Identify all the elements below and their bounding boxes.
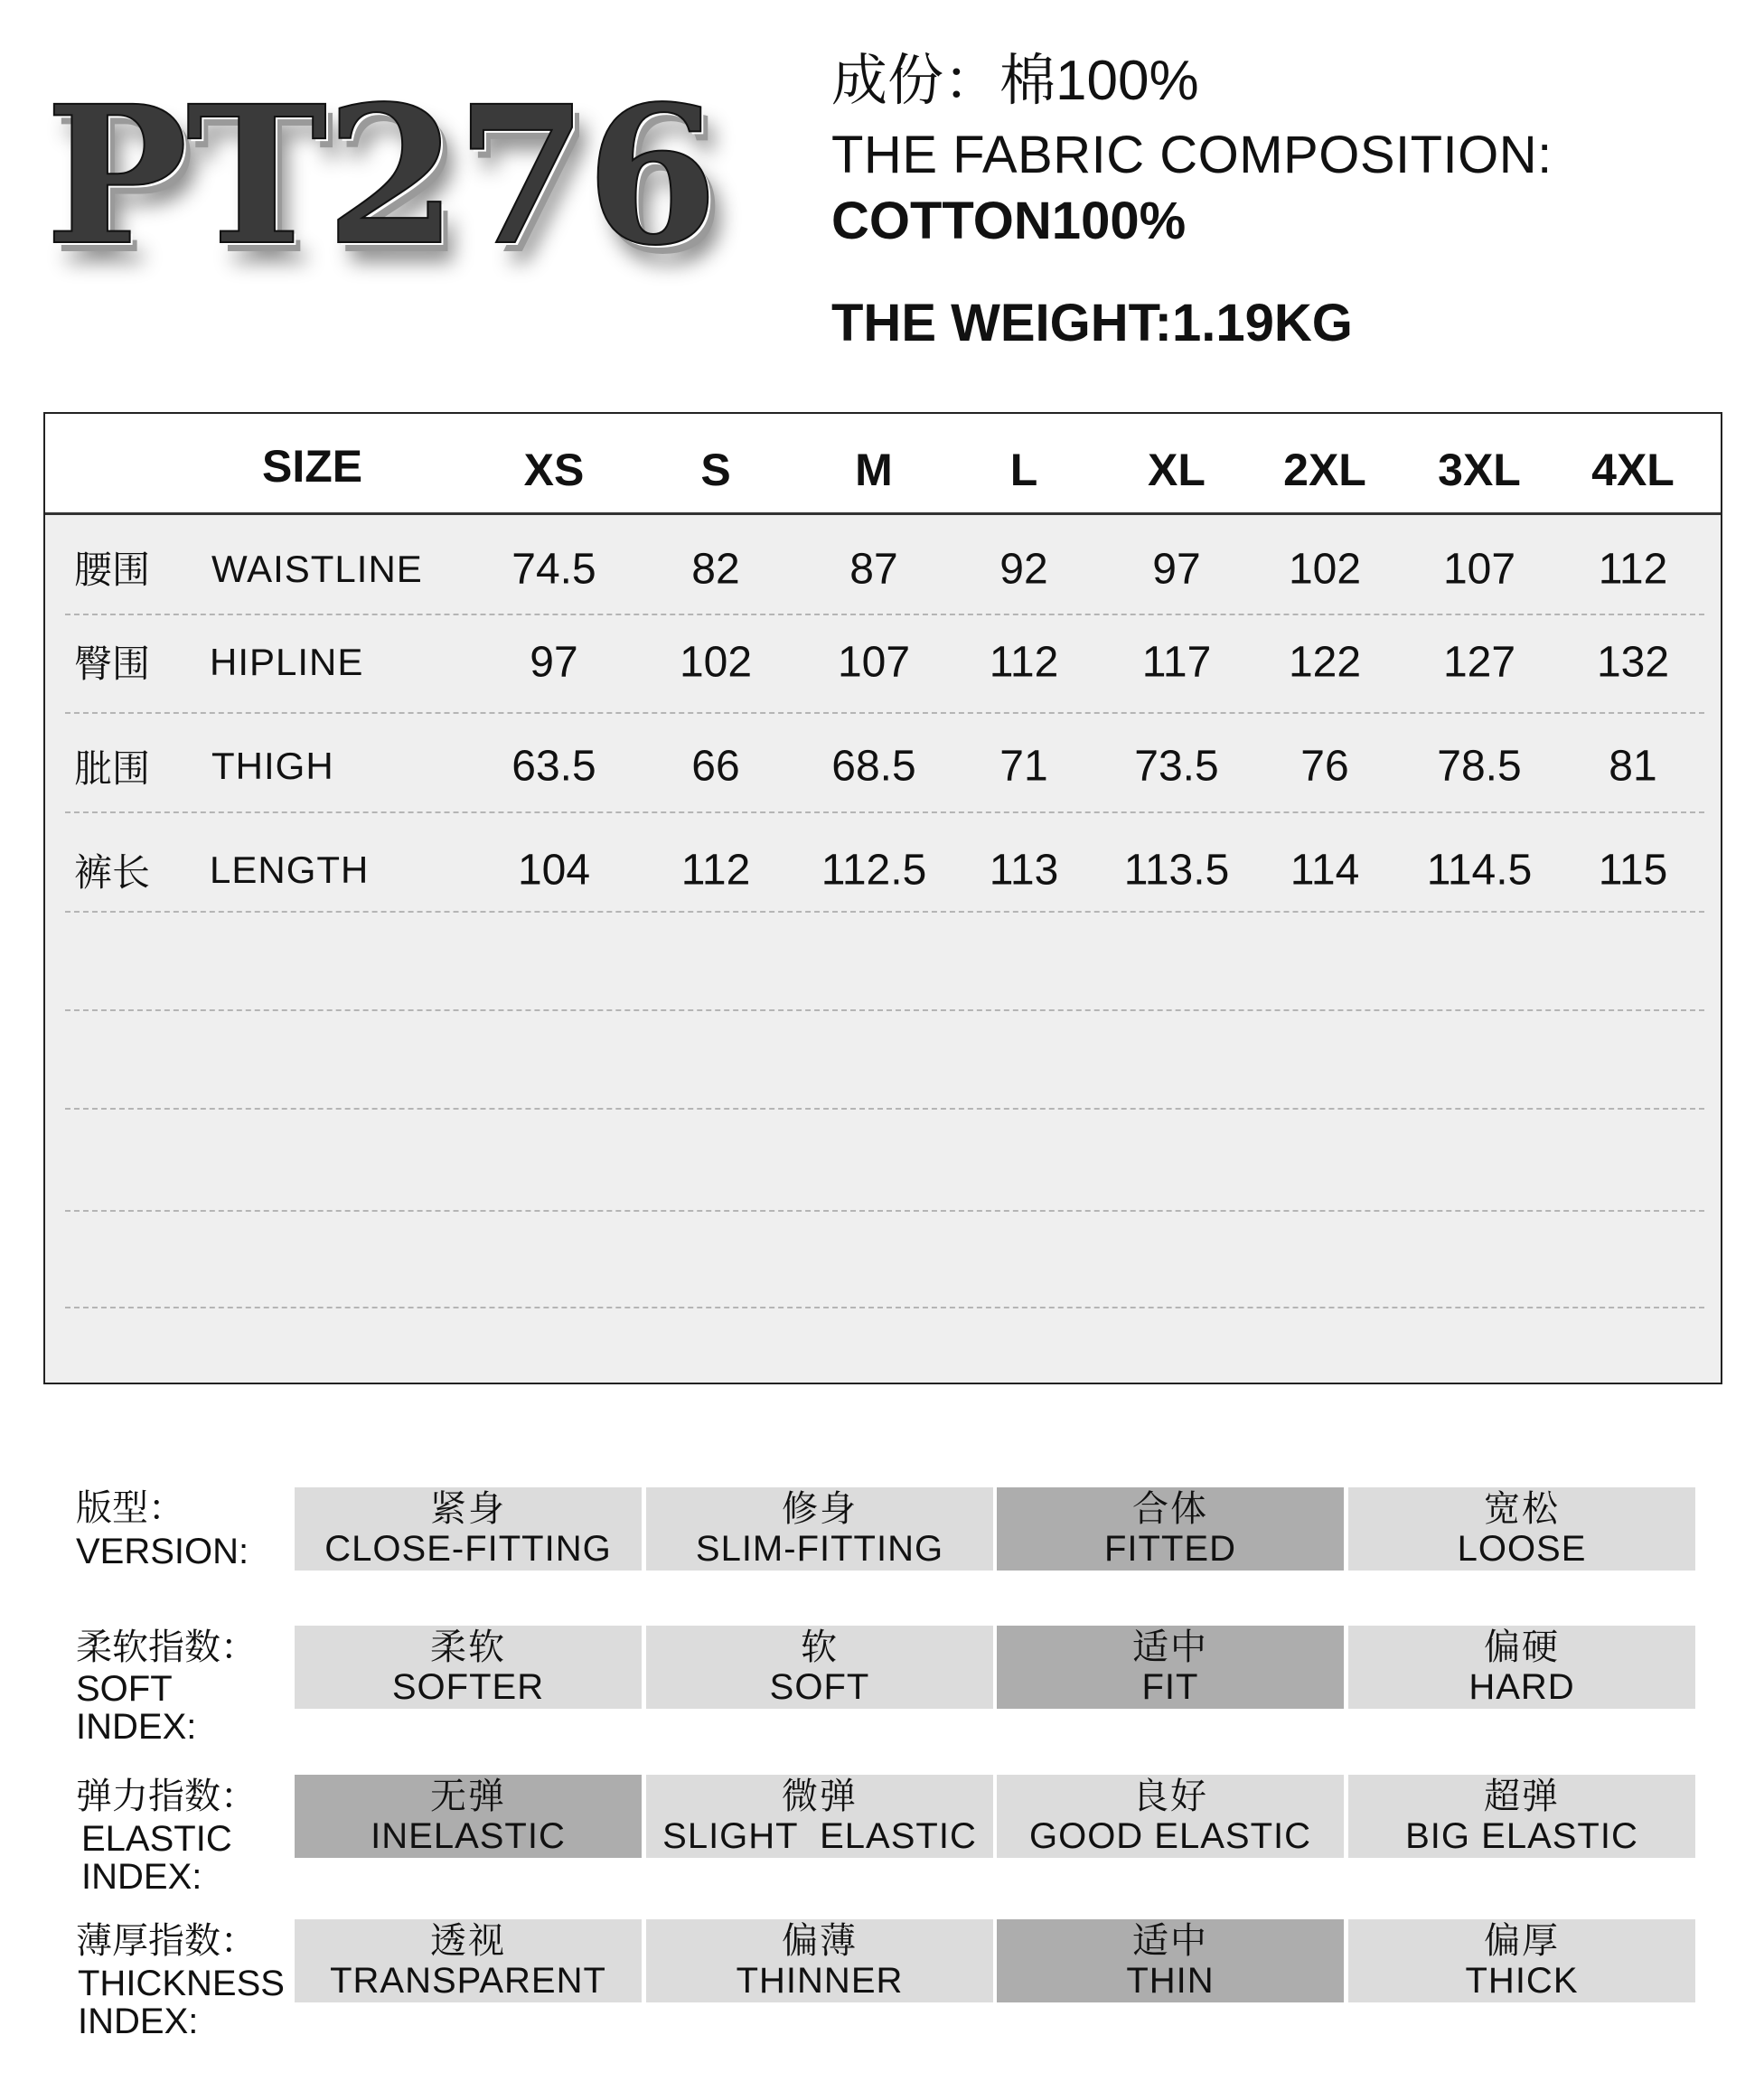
table-cell: 97: [530, 638, 578, 687]
option-good-elastic: 良好 GOOD ELASTIC: [997, 1775, 1344, 1858]
table-cell: 78.5: [1437, 742, 1522, 791]
table-cell: 112.5: [821, 846, 927, 895]
table-cell: 97: [1152, 545, 1201, 594]
table-cell: 66: [691, 742, 740, 791]
table-cell: 107: [1442, 545, 1516, 594]
option-inelastic: 无弹 INELASTIC: [295, 1775, 642, 1858]
row-divider: [65, 1009, 1704, 1011]
size-header: 3XL: [1438, 445, 1521, 495]
size-table-header: [45, 414, 1721, 515]
table-cell: 102: [1288, 545, 1362, 594]
composition-cn: 成份：棉100%: [831, 50, 1199, 112]
table-cell: 107: [837, 638, 911, 687]
option-slight-elastic: 微弹 SLIGHT ELASTIC: [646, 1775, 993, 1858]
row-label-cn: 裤长: [74, 851, 151, 894]
table-cell: 117: [1141, 638, 1212, 687]
composition-en-value: COTTON100%: [831, 192, 1187, 250]
size-header: 2XL: [1283, 445, 1366, 495]
soft-index-label-cn: 柔软指数：: [76, 1627, 257, 1667]
size-header: 4XL: [1591, 445, 1675, 495]
row-label-en: THIGH: [211, 745, 334, 787]
table-cell: 114.5: [1426, 846, 1533, 895]
size-table: [43, 412, 1722, 1384]
table-cell: 112: [989, 638, 1059, 687]
size-header: XL: [1148, 445, 1206, 495]
table-cell: 104: [517, 846, 591, 895]
table-cell: 112: [680, 846, 751, 895]
table-cell: 102: [679, 638, 753, 687]
row-divider: [65, 1108, 1704, 1110]
row-divider: [65, 911, 1704, 913]
version-label-cn: 版型：: [76, 1488, 184, 1528]
thickness-index-label-en: THICKNESS INDEX:: [78, 1964, 285, 2041]
size-header: S: [700, 445, 731, 495]
option-fit: 适中 FIT: [997, 1626, 1344, 1709]
row-divider: [65, 712, 1704, 714]
option-softer: 柔软 SOFTER: [295, 1626, 642, 1709]
option-thick: 偏厚 THICK: [1348, 1919, 1695, 2002]
soft-index-label-en: SOFT INDEX:: [76, 1669, 197, 1747]
elastic-index-label-cn: 弹力指数：: [76, 1777, 257, 1816]
option-big-elastic: 超弹 BIG ELASTIC: [1348, 1775, 1695, 1858]
weight-label: THE WEIGHT:1.19KG: [831, 294, 1353, 352]
table-cell: 122: [1288, 638, 1362, 687]
table-cell: 74.5: [511, 545, 596, 594]
table-cell: 68.5: [831, 742, 916, 791]
row-label-cn: 腰围: [74, 549, 151, 591]
size-header: XS: [523, 445, 585, 495]
version-label-en: VERSION:: [76, 1532, 249, 1571]
table-cell: 82: [691, 545, 740, 594]
table-cell: 127: [1442, 638, 1516, 687]
table-cell: 87: [849, 545, 898, 594]
thickness-index-label-cn: 薄厚指数：: [76, 1921, 257, 1961]
table-cell: 113: [989, 846, 1059, 895]
table-cell: 76: [1300, 742, 1349, 791]
option-soft: 软 SOFT: [646, 1626, 993, 1709]
option-transparent: 透视 TRANSPARENT: [295, 1919, 642, 2002]
row-label-cn: 臀围: [74, 642, 151, 685]
option-hard: 偏硬 HARD: [1348, 1626, 1695, 1709]
option-loose: 宽松 LOOSE: [1348, 1487, 1695, 1571]
table-cell: 132: [1596, 638, 1670, 687]
option-thin: 适中 THIN: [997, 1919, 1344, 2002]
table-cell: 71: [999, 742, 1048, 791]
size-header-label: SIZE: [262, 441, 363, 492]
row-label-en: LENGTH: [210, 849, 370, 891]
elastic-index-label-en: ELASTIC INDEX:: [81, 1819, 232, 1897]
style-code-logo: PT276: [45, 64, 717, 287]
option-close-fitting: 紧身 CLOSE-FITTING: [295, 1487, 642, 1571]
table-cell: 113.5: [1123, 846, 1230, 895]
size-header: L: [1009, 445, 1038, 495]
row-divider: [65, 1210, 1704, 1212]
row-divider: [65, 614, 1704, 615]
table-cell: 112: [1598, 545, 1668, 594]
row-divider: [65, 811, 1704, 813]
row-divider: [65, 1307, 1704, 1308]
option-slim-fitting: 修身 SLIM-FITTING: [646, 1487, 993, 1571]
table-cell: 92: [999, 545, 1048, 594]
option-fitted: 合体 FITTED: [997, 1487, 1344, 1571]
table-cell: 63.5: [511, 742, 596, 791]
row-label-cn: 肶围: [74, 747, 151, 790]
table-cell: 114: [1290, 846, 1360, 895]
composition-en-label: THE FABRIC COMPOSITION:: [831, 126, 1553, 184]
option-thinner: 偏薄 THINNER: [646, 1919, 993, 2002]
size-header: M: [855, 445, 893, 495]
row-label-en: HIPLINE: [210, 641, 364, 683]
row-label-en: WAISTLINE: [211, 548, 423, 590]
table-cell: 81: [1609, 742, 1657, 791]
table-cell: 73.5: [1134, 742, 1219, 791]
table-cell: 115: [1598, 846, 1668, 895]
